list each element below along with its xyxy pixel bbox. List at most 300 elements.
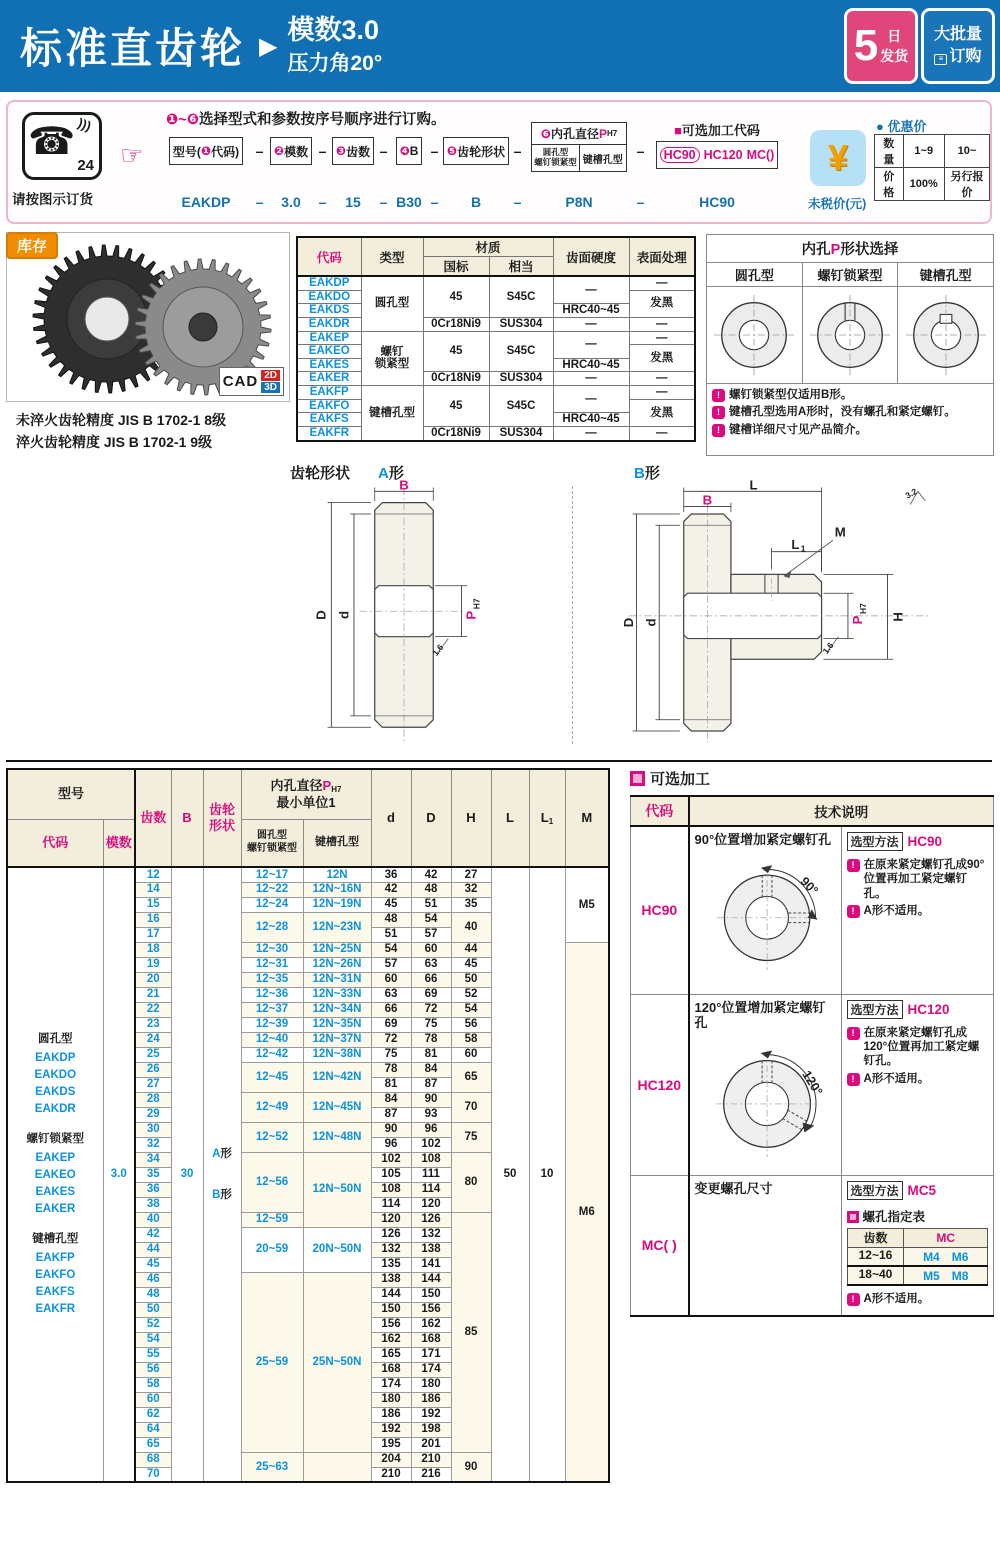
dimensions-table [6, 768, 610, 1483]
cell: EAKEO [297, 345, 361, 359]
svg-text:90°: 90° [796, 873, 821, 898]
optional-machining-panel [630, 768, 994, 1317]
cell: 54 [135, 1332, 171, 1347]
page-title: 标准直齿轮 [20, 25, 246, 72]
cell: 168 [411, 1332, 451, 1347]
cell [303, 1452, 371, 1482]
cell: 44 [451, 942, 491, 957]
hc120-code: HC120 [631, 994, 689, 1175]
table-row [297, 317, 695, 331]
cell: 57 [371, 957, 411, 972]
cell: 键槽孔型 [361, 386, 423, 441]
cell: 12~36 [241, 987, 303, 1002]
pressure-angle-label: 压力角20° [287, 51, 383, 75]
header-cell: $L_1$ [529, 769, 565, 867]
cell: 180 [371, 1392, 411, 1407]
cell: 价格 [875, 168, 904, 201]
cell: 12~17 [241, 867, 303, 882]
svg-text:L: L [749, 480, 758, 493]
cell: 12~24 [241, 897, 303, 912]
cell: 63 [411, 957, 451, 972]
segment-model: 型号( ❶ 代码) [169, 137, 243, 165]
bore-type-keyway: 键槽孔型 [919, 268, 972, 283]
cell: 168 [371, 1362, 411, 1377]
cell: 12~40 [241, 1032, 303, 1047]
cell: 12N~50N [303, 1152, 371, 1227]
cell: 132 [411, 1227, 451, 1242]
square-icon: ■ [674, 122, 682, 138]
cell: 12N~35N [303, 1017, 371, 1032]
cell: 12~52 [241, 1122, 303, 1152]
cell: 81 [371, 1077, 411, 1092]
cell: 24 [135, 1032, 171, 1047]
cell: 50 [451, 972, 491, 987]
cell: 42 [371, 882, 411, 897]
cell: 65 [135, 1437, 171, 1452]
separator: – [430, 143, 439, 159]
cell: 60 [135, 1392, 171, 1407]
svg-text:d: d [336, 610, 352, 619]
cell: 30 [171, 867, 203, 1482]
cell: SUS304 [489, 427, 553, 441]
mc-row [631, 1175, 994, 1315]
header-cell: 齿轮 形状 [203, 769, 241, 867]
header-cell: 表面处理 [629, 237, 695, 276]
cell: EAKFS [297, 413, 361, 427]
cell: 114 [411, 1182, 451, 1197]
cell: EAKFR [297, 427, 361, 441]
precision-note-2: 淬火齿轮精度 JIS B 1702-1 9级 [16, 434, 213, 450]
cell: 162 [411, 1317, 451, 1332]
cad-badge [219, 367, 284, 396]
cell: EAKFO [297, 399, 361, 413]
cell: 12~28 [241, 912, 303, 942]
shape-a-drawing [268, 480, 540, 748]
cell: 12~42 [241, 1047, 303, 1062]
cell: 12N~45N [303, 1092, 371, 1122]
precision-note-1: 未淬火齿轮精度 JIS B 1702-1 8级 [16, 412, 227, 428]
cell: 75 [451, 1122, 491, 1152]
cad-label: CAD [222, 373, 259, 390]
cell: 46 [135, 1272, 171, 1287]
cell: 12~39 [241, 1017, 303, 1032]
cell: 102 [371, 1152, 411, 1167]
cell: 12~59 [241, 1212, 303, 1227]
cell: S45C [489, 331, 553, 372]
diagram-divider [572, 486, 573, 744]
cell: 84 [411, 1062, 451, 1077]
cell: 132 [371, 1242, 411, 1257]
cell: 25~63 [241, 1452, 303, 1482]
cell: 42 [135, 1227, 171, 1242]
cell: 216 [411, 1467, 451, 1482]
cell: EAKDS [297, 304, 361, 318]
instruction-text: 选择型式和参数按序号顺序进行订购。 [199, 112, 446, 128]
cell: 27 [451, 867, 491, 882]
cell: 96 [411, 1122, 451, 1137]
cell: 30 [135, 1122, 171, 1137]
header-cell: d [371, 769, 411, 867]
cell: 78 [371, 1062, 411, 1077]
shape-a-label: A形 [378, 465, 404, 482]
round-bore-diagram [707, 287, 803, 383]
cell: M4 M6 [904, 1247, 988, 1266]
header-cell: 型号 [7, 769, 135, 819]
note-icon: ! [712, 389, 725, 402]
cell: 40 [135, 1212, 171, 1227]
cell: 150 [371, 1302, 411, 1317]
cell: 204 [371, 1452, 411, 1467]
cell: 62 [135, 1407, 171, 1422]
cell: 69 [371, 1017, 411, 1032]
cell: 144 [411, 1272, 451, 1287]
svg-text:D: D [620, 617, 636, 628]
header-cell: 内孔直径$P_{H7}$ 最小单位1 [241, 769, 371, 819]
cell: 14 [135, 882, 171, 897]
note-icon: ! [847, 905, 860, 918]
cell: — [553, 386, 629, 413]
cell: 63 [371, 987, 411, 1002]
note-icon: ! [847, 859, 860, 872]
cell: 72 [411, 1002, 451, 1017]
svg-text:L: L [791, 536, 800, 552]
note-icon: ! [847, 1073, 860, 1086]
cell: 50 [491, 867, 529, 1482]
cell: — [553, 427, 629, 441]
phone-order-note: 请按图示订货 [12, 192, 93, 207]
cell: 48 [411, 882, 451, 897]
cell: 12~49 [241, 1092, 303, 1122]
selection-method-label: 选型方法 [847, 1181, 903, 1200]
cell: — [629, 372, 695, 386]
cell: 210 [411, 1452, 451, 1467]
cell: — [553, 317, 629, 331]
table-row [297, 427, 695, 441]
cell: 210 [371, 1467, 411, 1482]
cell: 12~22 [241, 882, 303, 897]
separator: – [318, 143, 327, 159]
hc120-method-code: HC120 [907, 1001, 950, 1017]
hc120-row [631, 994, 994, 1175]
cell: 68 [135, 1452, 171, 1467]
separator: – [513, 143, 522, 159]
cell: 96 [371, 1137, 411, 1152]
cell: 58 [451, 1032, 491, 1047]
cell: 另行报价 [944, 168, 989, 201]
table-row [297, 276, 695, 290]
cell: 12N~34N [303, 1002, 371, 1017]
bulk-order-badge [921, 8, 995, 84]
cell: 26 [135, 1062, 171, 1077]
cell: 12~31 [241, 957, 303, 972]
cell: 34 [135, 1152, 171, 1167]
thread-table-label: 螺孔指定表 [847, 1207, 989, 1225]
stock-badge: 库存 [6, 232, 58, 259]
header-cell: 齿数 [135, 769, 171, 867]
cell: 192 [411, 1407, 451, 1422]
cell: 54 [371, 942, 411, 957]
example-part-number: EAKDP – 3.0 – 15 – B30 – B – P8N – HC90 [158, 194, 788, 210]
cell: 180 [411, 1377, 451, 1392]
header-cell: 模数 [103, 819, 135, 867]
cell: SUS304 [489, 317, 553, 331]
cell: 27 [135, 1077, 171, 1092]
table-row [7, 769, 609, 819]
cell: 12~35 [241, 972, 303, 987]
header-cell: 齿面硬度 [553, 237, 629, 276]
note-text: 在原来紧定螺钉孔成120°位置再加工紧定螺钉孔。 [863, 1026, 980, 1068]
table-row [847, 1266, 988, 1285]
cell: 38 [135, 1197, 171, 1212]
cell: 12~16 [847, 1247, 904, 1266]
header-cell: 圆孔型 螺钉锁紧型 [241, 819, 303, 867]
cell: 42 [411, 867, 451, 882]
cell: — [553, 276, 629, 304]
note-icon: ! [712, 424, 725, 437]
cell: 18 [135, 942, 171, 957]
phone-24-label: 24 [77, 157, 94, 174]
cell: 发黑 [629, 345, 695, 372]
bulk-order-icon: ≡ [934, 54, 947, 65]
cell: M6 [565, 942, 609, 1482]
module-label: 模数3.0 [287, 15, 380, 46]
hc90-code: HC90 [631, 826, 689, 994]
header-cell: 类型 [361, 237, 423, 276]
separator: – [636, 143, 645, 159]
mc-table-mount [847, 1228, 989, 1287]
cell: 12~37 [241, 1002, 303, 1017]
cell: 57 [411, 927, 451, 942]
cell: 52 [451, 987, 491, 1002]
cell: 48 [371, 912, 411, 927]
cell: 75 [371, 1047, 411, 1062]
cell: 25 [135, 1047, 171, 1062]
cell: 111 [411, 1167, 451, 1182]
cell: A形 B形 [203, 867, 241, 1482]
material-table-mount [296, 236, 696, 442]
note-text: 键槽详细尺寸见产品简介。 [729, 423, 867, 436]
svg-text:M: M [834, 524, 846, 540]
table-row [875, 135, 990, 168]
badge-day: 日 [887, 28, 902, 44]
cell: 28 [135, 1092, 171, 1107]
table-row [297, 237, 695, 257]
cell: 135 [371, 1257, 411, 1272]
cell: 69 [411, 987, 451, 1002]
cell: EAKEP [297, 331, 361, 345]
badge-ship: 发货 [880, 48, 909, 64]
mc-thread-table [847, 1228, 989, 1287]
note-icon: ! [712, 406, 725, 419]
setscrew-bore-diagram [803, 287, 899, 383]
svg-text:H7: H7 [857, 603, 868, 614]
cell: M5 [565, 867, 609, 942]
bore-shape-panel [706, 234, 994, 456]
cell: M5 M8 [904, 1266, 988, 1285]
svg-text:d: d [643, 618, 659, 627]
cell: 12N~37N [303, 1032, 371, 1047]
cell: S45C [489, 276, 553, 317]
note-text: 螺钉锁紧型仅适用B形。 [729, 389, 853, 401]
ordering-guide-box [6, 100, 992, 224]
cell: 20N~50N [303, 1227, 371, 1272]
mc-heading: 变更螺孔尺寸 [694, 1180, 773, 1196]
arrow-icon: ▶ [259, 32, 278, 60]
hc90-heading: 90°位置增加紧定螺钉孔 [694, 832, 832, 847]
hc120-heading: 120°位置增加紧定螺钉孔 [694, 999, 826, 1031]
cell: 51 [371, 927, 411, 942]
cell: 108 [371, 1182, 411, 1197]
cell: 64 [135, 1422, 171, 1437]
cell: 70 [451, 1092, 491, 1122]
cell: 50 [135, 1302, 171, 1317]
cell: 52 [135, 1317, 171, 1332]
table-row [847, 1247, 988, 1266]
cell: 45 [371, 897, 411, 912]
discount-price-label: ● 优惠价 [876, 119, 927, 134]
cell: 12~56 [241, 1152, 303, 1212]
cell: 186 [411, 1392, 451, 1407]
cell: 70 [135, 1467, 171, 1482]
tax-note: 未税价(元) [808, 197, 867, 211]
header-cell: 键槽孔型 [303, 819, 371, 867]
cell: 圆孔型 EAKDP EAKDO EAKDS EAKDR 螺钉锁紧型 EAKEP EAKEO EAKES EAKER 键槽孔型 EAKFP EAKFO EAKFS EAKFR [7, 867, 103, 1482]
cell: 20~59 [241, 1227, 303, 1272]
cell: 21 [135, 987, 171, 1002]
cell: 32 [135, 1137, 171, 1152]
cell: 87 [371, 1107, 411, 1122]
cell: 51 [411, 897, 451, 912]
cell: 48 [135, 1287, 171, 1302]
segment-shape: ❺ 齿轮形状 [443, 137, 509, 165]
cell: — [553, 372, 629, 386]
cell: 90 [411, 1092, 451, 1107]
svg-text:H: H [890, 612, 906, 622]
cell: 58 [135, 1377, 171, 1392]
hc90-row [631, 826, 994, 994]
separator: – [379, 143, 388, 159]
cell: S45C [489, 386, 553, 427]
segment-module: ❷ 模数 [270, 137, 312, 165]
cell: 12N~38N [303, 1047, 371, 1062]
cell: 100% [903, 168, 944, 201]
cell: 54 [451, 1002, 491, 1017]
cell: — [629, 427, 695, 441]
cell: 35 [135, 1167, 171, 1182]
separator: – [255, 143, 264, 159]
header-cell: L [491, 769, 529, 867]
cell: SUS304 [489, 372, 553, 386]
note-text: 在原来紧定螺钉孔成90°位置再加工紧定螺钉孔。 [863, 859, 985, 900]
segment-optional-code: ■可选加工代码 HC90 HC120 MC() [656, 120, 779, 169]
hc120-diagram [695, 1031, 845, 1165]
cell: 126 [411, 1212, 451, 1227]
cell: — [629, 276, 695, 290]
header-cell: MC [904, 1228, 988, 1247]
cell: 55 [135, 1347, 171, 1362]
hc90-diagram [695, 848, 845, 976]
cell: 174 [411, 1362, 451, 1377]
ship-5days-badge [844, 8, 918, 84]
shape-b-drawing [596, 480, 964, 748]
cell: 192 [371, 1422, 411, 1437]
cell: 圆孔型 [361, 276, 423, 331]
cell: HRC40~45 [553, 304, 629, 318]
cell: 90 [451, 1452, 491, 1482]
cell: 78 [411, 1032, 451, 1047]
cell: 56 [135, 1362, 171, 1377]
mc-method-code: MC5 [907, 1182, 937, 1198]
svg-text:P: P [463, 610, 479, 620]
cell: — [629, 331, 695, 345]
cell: 45 [423, 276, 489, 317]
cell: 114 [371, 1197, 411, 1212]
cell: 66 [371, 1002, 411, 1017]
cell: 发黑 [629, 290, 695, 317]
svg-text:3.2: 3.2 [903, 486, 919, 501]
optional-machining-title: 可选加工 [630, 768, 994, 789]
cad-2d-icon: 2D [261, 370, 280, 381]
cell: 23 [135, 1017, 171, 1032]
cell: EAKDO [297, 290, 361, 304]
mc-code: MC( ) [631, 1175, 689, 1315]
shape-b-label: B形 [634, 465, 660, 482]
header-cell: 相当 [489, 257, 553, 277]
cell: 15 [135, 897, 171, 912]
product-photo-box [6, 232, 290, 402]
cell: 195 [371, 1437, 411, 1452]
cell: 0Cr18Ni9 [423, 372, 489, 386]
cell: 162 [371, 1332, 411, 1347]
cell: 65 [451, 1062, 491, 1092]
cell: 3.0 [103, 867, 135, 1482]
table-row [847, 1228, 988, 1247]
cell: — [629, 386, 695, 400]
svg-text:120°: 120° [798, 1067, 826, 1098]
tech-desc-header: 技术说明 [689, 796, 994, 826]
cell: 105 [371, 1167, 411, 1182]
selection-method-label: 选型方法 [847, 1000, 903, 1019]
cell: 108 [411, 1152, 451, 1167]
cell: 156 [371, 1317, 411, 1332]
cell: 40 [451, 912, 491, 942]
cell: 36 [135, 1182, 171, 1197]
cell: 56 [451, 1017, 491, 1032]
cell: — [629, 317, 695, 331]
optional-machining-table [630, 795, 994, 1317]
page-subtitle [287, 15, 382, 76]
price-table-mount [874, 134, 990, 201]
cell: 171 [411, 1347, 451, 1362]
cell: 138 [371, 1272, 411, 1287]
cell: 0Cr18Ni9 [423, 317, 489, 331]
cell: 12~45 [241, 1062, 303, 1092]
cell: 198 [411, 1422, 451, 1437]
part-number-structure [158, 122, 788, 172]
cell: 60 [371, 972, 411, 987]
cell: 45 [135, 1257, 171, 1272]
cell: — [553, 331, 629, 358]
cell: EAKDP [297, 276, 361, 290]
ordering-instruction [166, 108, 446, 129]
cell: 36 [371, 867, 411, 882]
cell: 0Cr18Ni9 [423, 427, 489, 441]
cell: 84 [371, 1092, 411, 1107]
note-text: A形不适用。 [863, 905, 930, 918]
header-cell: H [451, 769, 491, 867]
cell: 102 [411, 1137, 451, 1152]
cell: 12N~23N [303, 912, 371, 942]
